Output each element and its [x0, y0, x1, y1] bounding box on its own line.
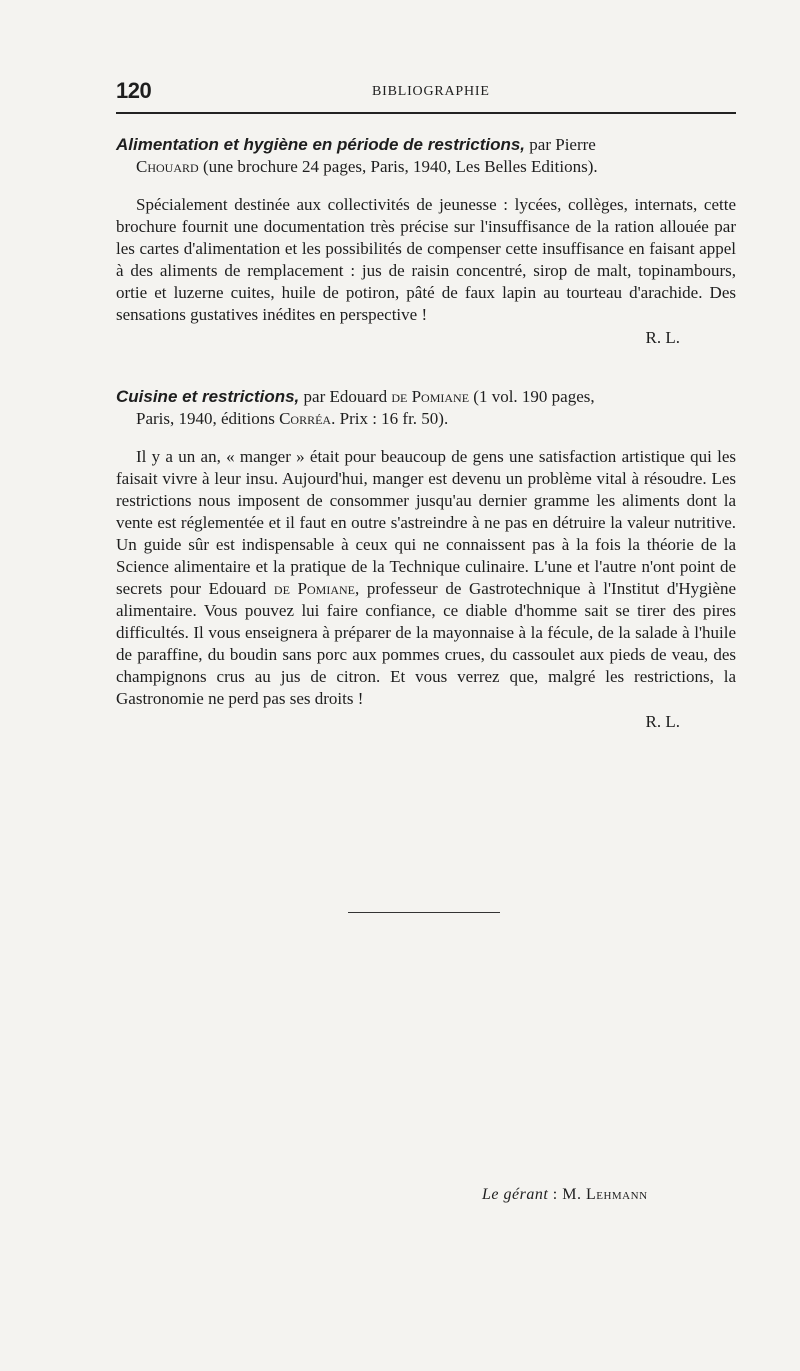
review-details: (une brochure 24 pages, Paris, 1940, Les Belles Editions).: [202, 157, 598, 176]
review-publisher: Corréa: [279, 409, 332, 428]
running-head: BIBLIOGRAPHIE: [372, 84, 490, 99]
review-author: Chouard: [136, 157, 199, 176]
review-by: par Edouard: [303, 387, 388, 406]
review-details: (1 vol. 190 pages,: [473, 387, 595, 406]
review-body: Spécialement destinée aux collectivités de jeunesse : lycées, collèges, internats, cette brochure fournit une documentation très précise sur l'insuffisance de la ration allouée par les cartes d'alimentation et les possibilités de compenser cette insuffisance en faisant appel à des aliments de remplacement : jus de raisin concentré, sirop de malt, topinambours, ortie et luzerne cuites, huile de potiron, pâté de faux lapin au tourteau d'arachide. Des sensations gustatives inédites en perspective !: [116, 195, 736, 324]
review-citation-continued: [116, 408, 736, 430]
section-end-rule: [348, 912, 500, 913]
review-alimentation: [116, 134, 736, 349]
page-number: 120: [116, 78, 152, 103]
review-cuisine: [116, 386, 736, 733]
review-signature: R. L.: [645, 328, 680, 347]
review-price: . Prix : 16 fr. 50).: [331, 409, 449, 428]
footer-name: M. Lehmann: [562, 1186, 648, 1203]
review-body-part-1: Il y a un an, « manger » était pour beaucoup de gens une satisfaction artistique qui les faisait vivre à leur insu. Aujourd'hui, manger est devenu un problème vital à résoudre. Les restrictions nous imposent de consommer jusqu'au dernier gramme les aliments dont la vente est réglementée et il faut en outre s'astreindre à ne pas en détruire la valeur nutritive. Un guide sûr est indispensable à ceux qui ne connaissent pas à la fois la théorie de la Science alimentaire et la pratique de la Technique culinaire. L'une et l'autre n'ont point de secrets pour Edouard: [116, 447, 736, 598]
footer-label: Le gérant: [482, 1186, 549, 1203]
review-citation-continued: [116, 156, 736, 178]
review-author: de Pomiane: [391, 387, 470, 406]
review-body: [116, 446, 736, 710]
review-by: par Pierre: [529, 135, 596, 154]
footer-separator: :: [548, 1186, 563, 1203]
review-citation: [116, 386, 736, 430]
page-header: [116, 78, 736, 118]
review-title: Alimentation et hygiène en période de restrictions,: [116, 135, 526, 154]
review-body-author: de Pomiane: [273, 579, 356, 598]
review-signature: R. L.: [645, 712, 680, 731]
review-title: Cuisine et restrictions,: [116, 387, 300, 406]
review-citation: [116, 134, 736, 178]
review-details-place: Paris, 1940, éditions: [136, 409, 275, 428]
header-rule: [116, 112, 736, 114]
footer-manager: [482, 1186, 648, 1204]
review-body-part-2: , professeur de Gastrotechnique à l'Institut d'Hygiène alimentaire. Vous pouvez lui faire confiance, ce diable d'homme sait se tirer des pires difficultés. Il vous enseignera à préparer de la mayonnaise à la fécule, de la salade à l'huile de paraffine, du boudin sans porc aux pommes crues, du cassoulet aux pieds de veau, des champignons crus au jus de citron. Et vous verrez que, malgré les restrictions, la Gastronomie ne perd pas ses droits !: [116, 579, 736, 708]
